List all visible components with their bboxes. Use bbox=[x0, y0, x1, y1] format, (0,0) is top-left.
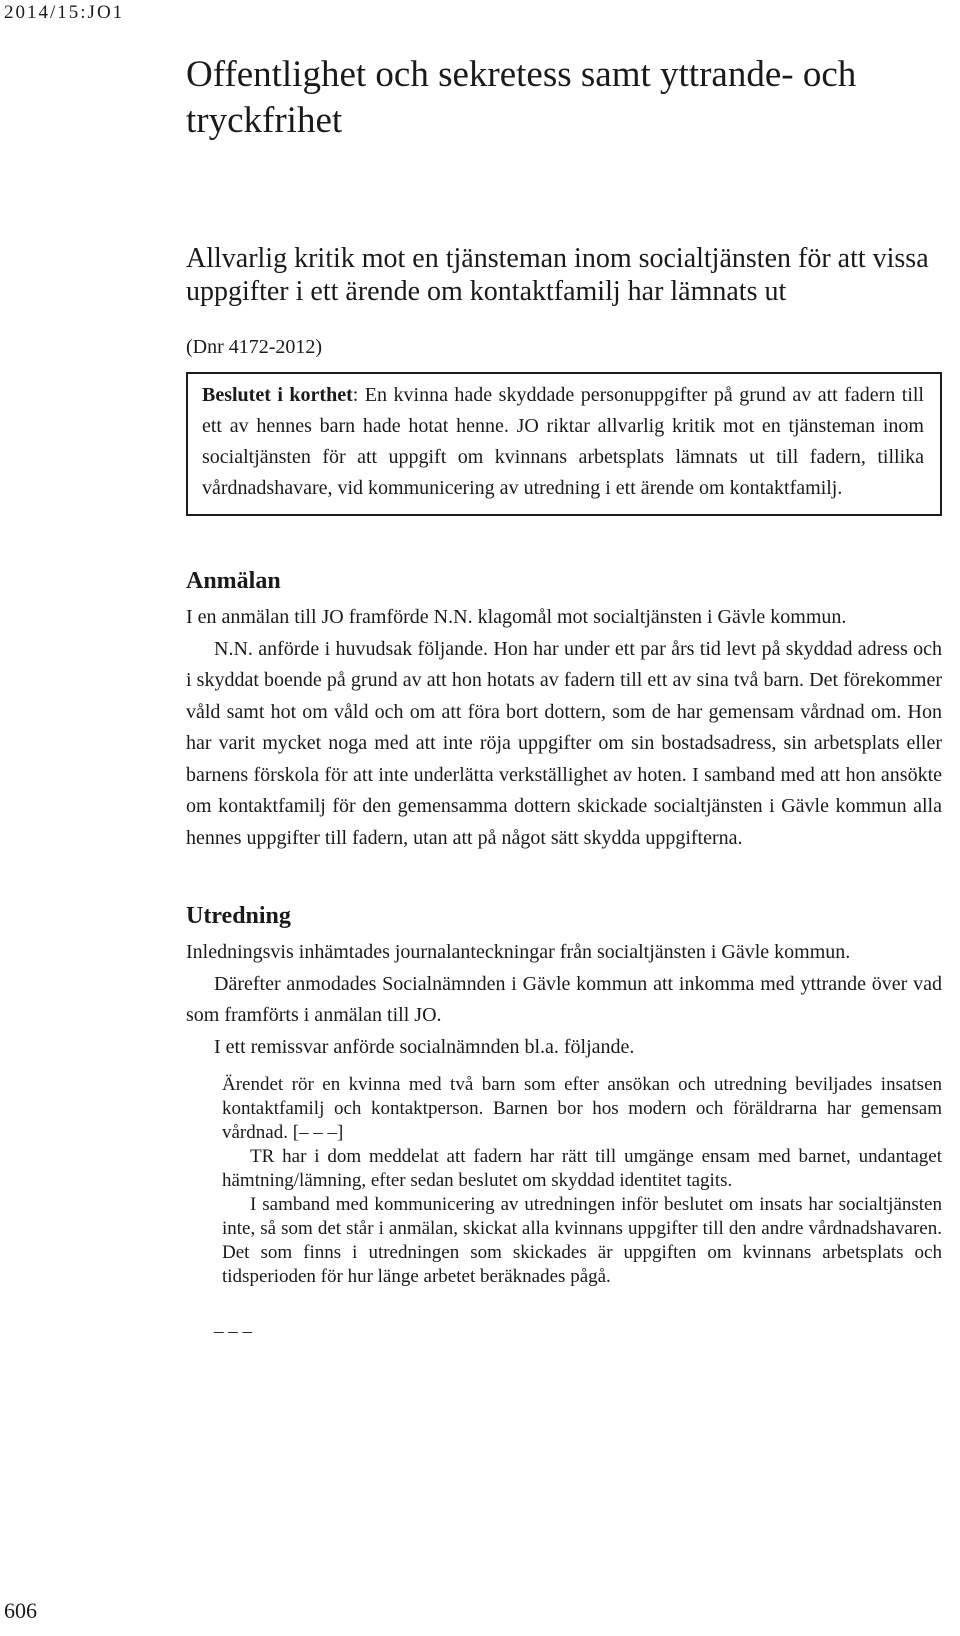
document-body bbox=[186, 50, 942, 1343]
summary-text: : En kvinna hade skyddade personuppgifter på grund av att fadern till ett av hennes barn hade hotat henne. JO riktar allvarlig kritik mot en tjänsteman inom socialtjänsten för att uppgift om kvinnans arbetsplats lämnats ut till fadern, tillika vårdnadshavare, vid kommunicering av utredning i ett ärende om kontaktfamilj. bbox=[202, 384, 924, 499]
omission-dashes: – – – bbox=[214, 1321, 252, 1342]
section-heading-anmalan: Anmälan bbox=[186, 568, 281, 594]
case-title: Allvarlig kritik mot en tjänsteman inom socialtjänsten för att vissa uppgifter i ett ärende om kontaktfamilj har lämnats ut bbox=[186, 243, 929, 307]
utredning-paragraph: Därefter anmodades Socialnämnden i Gävle kommun att inkomma med yttrande över vad som framförts i anmälan till JO. bbox=[186, 972, 942, 1026]
section-heading-utredning: Utredning bbox=[186, 903, 291, 929]
anmalan-paragraph: I en anmälan till JO framförde N.N. klagomål mot socialtjänsten i Gävle kommun. bbox=[186, 606, 847, 628]
case-number: (Dnr 4172-2012) bbox=[186, 336, 323, 358]
summary-label: Beslutet i korthet bbox=[202, 384, 353, 406]
block-quote bbox=[222, 1073, 942, 1289]
quote-paragraph: Ärendet rör en kvinna med två barn som efter ansökan och utredning beviljades insatsen kontaktfamilj och kontaktperson. Barnen bor hos modern och föräldrarna har gemensam vårdnad. [– – –] bbox=[222, 1074, 942, 1143]
quote-paragraph: I samband med kommunicering av utredningen inför beslutet om insats har socialtjänsten inte, så som det står i anmälan, skickat alla kvinnans uppgifter till den andre vårdnadshavaren. Det som finns i utredningen som skickades är uppgiften om kvinnans arbetsplats och tidsperioden för hur länge arbetet beräknades pågå. bbox=[222, 1194, 942, 1287]
decision-summary-box bbox=[186, 372, 942, 516]
utredning-paragraph: I ett remissvar anförde socialnämnden bl.a. följande. bbox=[214, 1035, 635, 1058]
page-reference: 2014/15:JO1 bbox=[4, 2, 125, 23]
utredning-paragraph: Inledningsvis inhämtades journalanteckningar från socialtjänsten i Gävle kommun. bbox=[186, 941, 851, 963]
anmalan-paragraph: N.N. anförde i huvudsak följande. Hon har under ett par års tid levt på skyddad adress och i skyddat boende på grund av att hon hotats av fadern till ett av sina två barn. Det förekommer våld samt hot om våld och om att föra bort dottern, som de har gemensam vårdnad om. Hon har varit mycket noga med att inte röja uppgifter om sin bostadsadress, sin arbetsplats eller barnens förskola för att inte underlätta verkställighet av hoten. I samband med att hon ansökte om kontaktfamilj för den gemensamma dottern skickade socialtjänsten i Gävle kommun alla hennes uppgifter till fadern, utan att på något sätt skydda uppgifterna. bbox=[186, 637, 942, 849]
quote-paragraph: TR har i dom meddelat att fadern har rätt till umgänge ensam med barnet, undantaget hämtning/lämning, efter sedan beslutet om skyddad identitet tagits. bbox=[222, 1146, 942, 1191]
page-number: 606 bbox=[4, 1598, 37, 1623]
document-title: Offentlighet och sekretess samt yttrande- och tryckfrihet bbox=[186, 54, 857, 141]
